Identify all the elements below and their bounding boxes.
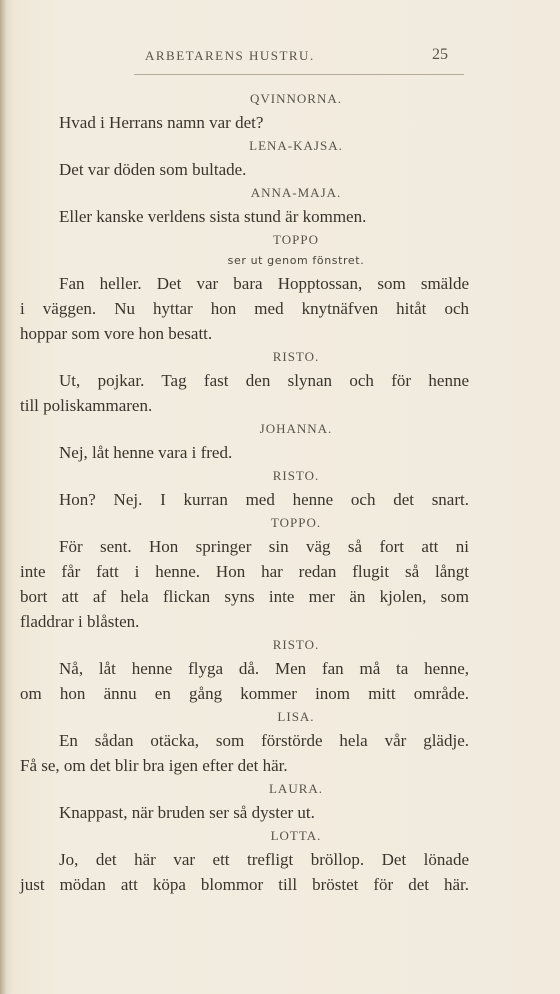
speech-line: Hvad i Herrans namn var det? [59,113,264,132]
speech-line: Fan heller. Det var bara Hopptossan, som smälde [59,274,469,293]
speech-line: Ut, pojkar. Tag fast den slynan och för henne [59,371,469,390]
page-header [0,46,560,68]
dialogue-block [0,182,560,229]
speaker-name: ANNA-MAJA. [250,185,342,200]
page-number: 25 [432,46,448,63]
play-text [0,88,560,897]
dialogue-block [0,778,560,825]
running-title: ARBETARENS HUSTRU. [145,48,315,63]
speaker-name: RISTO. [272,468,320,483]
speaker-name: JOHANNA. [259,421,333,436]
speech-line: Det var döden som bultade. [59,160,247,179]
speech-line: hoppar som vore hon besatt. [20,324,213,343]
dialogue-block [0,706,560,778]
dialogue-block [0,418,560,465]
speech-line: För sent. Hon springer sin väg så fort att ni [59,537,469,556]
speaker-name: LAURA. [268,781,324,796]
speech-line: inte får fatt i henne. Hon har redan flugit så långt [20,562,469,581]
dialogue-block [0,88,560,135]
dialogue-block [0,346,560,418]
speech-line: Knappast, när bruden ser så dyster ut. [59,803,315,822]
stage-direction: ser ut genom fönstret. [227,254,365,267]
speaker-name: TOPPO [273,232,319,247]
speech-line: Eller kanske verldens sista stund är kommen. [59,207,367,226]
speaker-name: RISTO. [272,349,320,364]
speaker-name: LENA-KAJSA. [249,138,343,153]
speaker-name: RISTO. [272,637,320,652]
speech-line: En sådan otäcka, som förstörde hela vår glädje. [59,731,469,750]
dialogue-block [0,825,560,897]
dialogue-block [0,465,560,512]
header-rule [134,74,464,75]
dialogue-block [0,512,560,634]
speech-line: Nå, låt henne flyga då. Men fan må ta henne, [59,659,469,678]
dialogue-block [0,135,560,182]
speech-line: om hon ännu en gång kommer inom mitt område. [20,684,469,703]
speaker-name: QVINNORNA. [250,91,342,106]
speech-line: till poliskammaren. [20,396,153,415]
speech-line: i väggen. Nu hyttar hon med knytnäfven hitåt och [20,299,469,318]
speech-line: bort att af hela flickan syns inte mer än kjolen, som [20,587,469,606]
dialogue-block [0,229,560,346]
speech-line: Hon? Nej. I kurran med henne och det snart. [59,490,469,509]
speaker-name: LISA. [277,709,315,724]
speech-line: Jo, det här var ett trefligt bröllop. Det lönade [59,850,469,869]
speaker-name: TOPPO. [270,515,322,530]
dialogue-block [0,634,560,706]
speech-line: Få se, om det blir bra igen efter det här. [20,756,288,775]
speech-line: just mödan att köpa blommor till bröstet för det här. [20,875,469,894]
speaker-name: LOTTA. [270,828,322,843]
speech-line: fladdrar i blåsten. [20,612,140,631]
speech-line: Nej, låt henne vara i fred. [59,443,233,462]
